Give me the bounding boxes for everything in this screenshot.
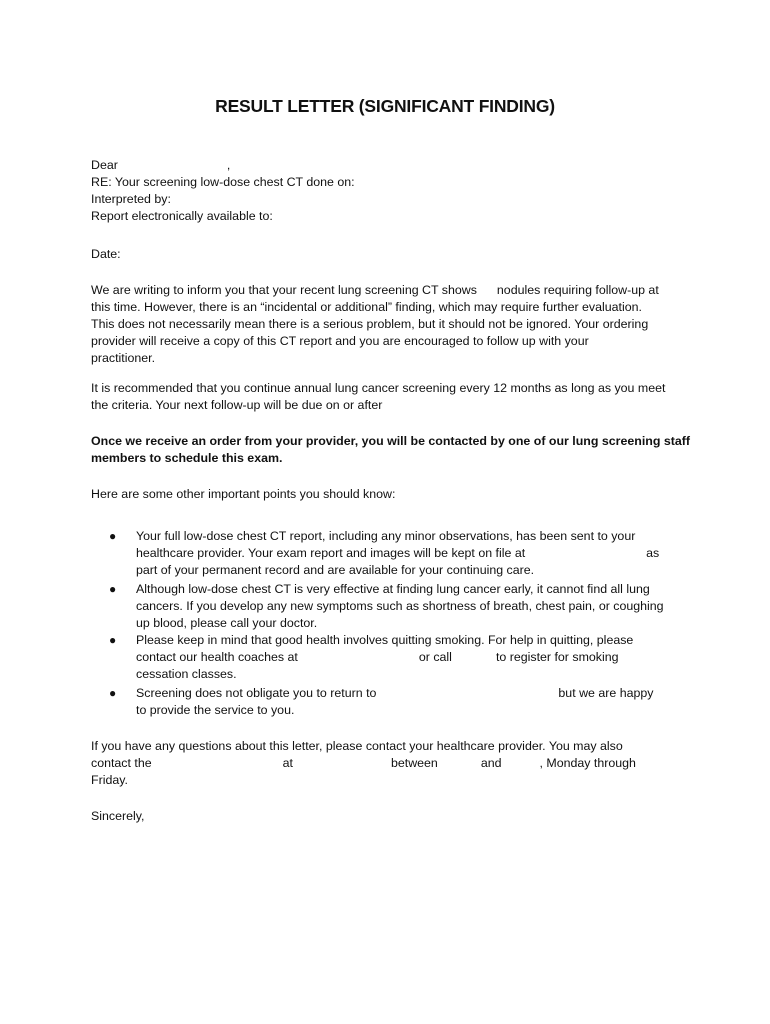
bullet-item-ct-limitations (109, 581, 679, 633)
order-notice-line-1: Once we receive an order from your provider, you will be contacted by one of our lung screening staff (91, 434, 691, 448)
date-line (91, 246, 683, 263)
bullet-3-line-2-b: or call (418, 650, 452, 664)
paragraph-findings (91, 282, 683, 367)
bullet-4-line-1-a: Screening does not obligate you to return to (136, 686, 377, 700)
findings-line-3: This does not necessarily mean there is a serious problem, but it should not be ignored. Your ordering (91, 317, 649, 331)
contact-line-2-c: between (390, 756, 438, 770)
re-line: RE: Your screening low-dose chest CT done on: (91, 175, 355, 189)
bullet-item-no-obligation (109, 685, 679, 720)
bullet-1-line-3: part of your permanent record and are available for your continuing care. (136, 563, 535, 577)
contact-line-2 (91, 755, 683, 772)
bullet-3-line-3: cessation classes. (136, 667, 237, 681)
bullet-4-line-1 (136, 685, 676, 702)
contact-line-2-e: , Monday through (539, 756, 636, 770)
points-intro: Here are some other important points you should know: (91, 487, 396, 501)
bullet-item-report-sent (109, 528, 679, 580)
contact-line-2-d: and (480, 756, 502, 770)
findings-text-a: We are writing to inform you that your recent lung screening CT shows (91, 283, 477, 297)
findings-line-2: this time. However, there is an “incidental or additional” finding, which may require further evaluation. (91, 300, 642, 314)
contact-line-2-b: at (282, 756, 293, 770)
bullet-4-line-2: to provide the service to you. (136, 703, 295, 717)
bullet-text (136, 685, 676, 719)
bullet-2-line-2: cancers. If you develop any new symptoms such as shortness of breath, chest pain, or coughing (136, 599, 664, 613)
recommendation-line-1: It is recommended that you continue annual lung cancer screening every 12 months as long as you meet (91, 381, 666, 395)
salutation-comma: , (226, 158, 231, 172)
bullet-icon: ● (109, 529, 117, 543)
bullet-3-line-2-a: contact our health coaches at (136, 650, 298, 664)
bullet-icon: ● (109, 686, 117, 700)
paragraph-order-notice (91, 433, 691, 467)
bullet-4-line-1-b: but we are happy (558, 686, 654, 700)
findings-line-5: practitioner. (91, 351, 156, 365)
bullet-1-line-2-b: as (646, 546, 660, 560)
bullet-2-line-3: up blood, please call your doctor. (136, 616, 318, 630)
bullet-1-line-2-a: healthcare provider. Your exam report and images will be kept on file at (136, 546, 526, 560)
bullet-text (136, 581, 676, 632)
signoff: Sincerely, (91, 809, 145, 823)
interpreted-by-line: Interpreted by: (91, 192, 171, 206)
date-label: Date: (91, 247, 121, 261)
bullet-3-line-2-c: to register for smoking (495, 650, 619, 664)
recommendation-line-2: the criteria. Your next follow-up will be due on or after (91, 398, 383, 412)
contact-line-3: Friday. (91, 773, 128, 787)
letter-header (91, 157, 683, 225)
report-available-line: Report electronically available to: (91, 209, 273, 223)
bullet-1-line-2 (136, 545, 676, 562)
bullet-icon: ● (109, 633, 117, 647)
bullet-3-line-2 (136, 649, 676, 666)
findings-line-4: provider will receive a copy of this CT report and you are encouraged to follow up with your (91, 334, 589, 348)
bullet-item-quit-smoking (109, 632, 679, 684)
bullet-text (136, 632, 676, 683)
findings-line-1 (91, 282, 683, 299)
order-notice-line-2: members to schedule this exam. (91, 451, 283, 465)
salutation: Dear (91, 158, 118, 172)
bullet-text (136, 528, 676, 579)
letter-title: RESULT LETTER (SIGNIFICANT FINDING) (215, 96, 555, 116)
contact-line-2-a: contact the (91, 756, 152, 770)
bullet-3-line-1: Please keep in mind that good health involves quitting smoking. For help in quitting, please (136, 633, 634, 647)
bullet-icon: ● (109, 582, 117, 596)
contact-line-1: If you have any questions about this letter, please contact your healthcare provider. You may also (91, 739, 623, 753)
bullet-2-line-1: Although low-dose chest CT is very effective at finding lung cancer early, it cannot find all lung (136, 582, 650, 596)
bullet-1-line-1: Your full low-dose chest CT report, including any minor observations, has been sent to your (136, 529, 636, 543)
paragraph-recommendation (91, 380, 683, 414)
findings-text-b: nodules requiring follow-up at (496, 283, 659, 297)
salutation-line (91, 157, 683, 174)
paragraph-contact (91, 738, 683, 789)
